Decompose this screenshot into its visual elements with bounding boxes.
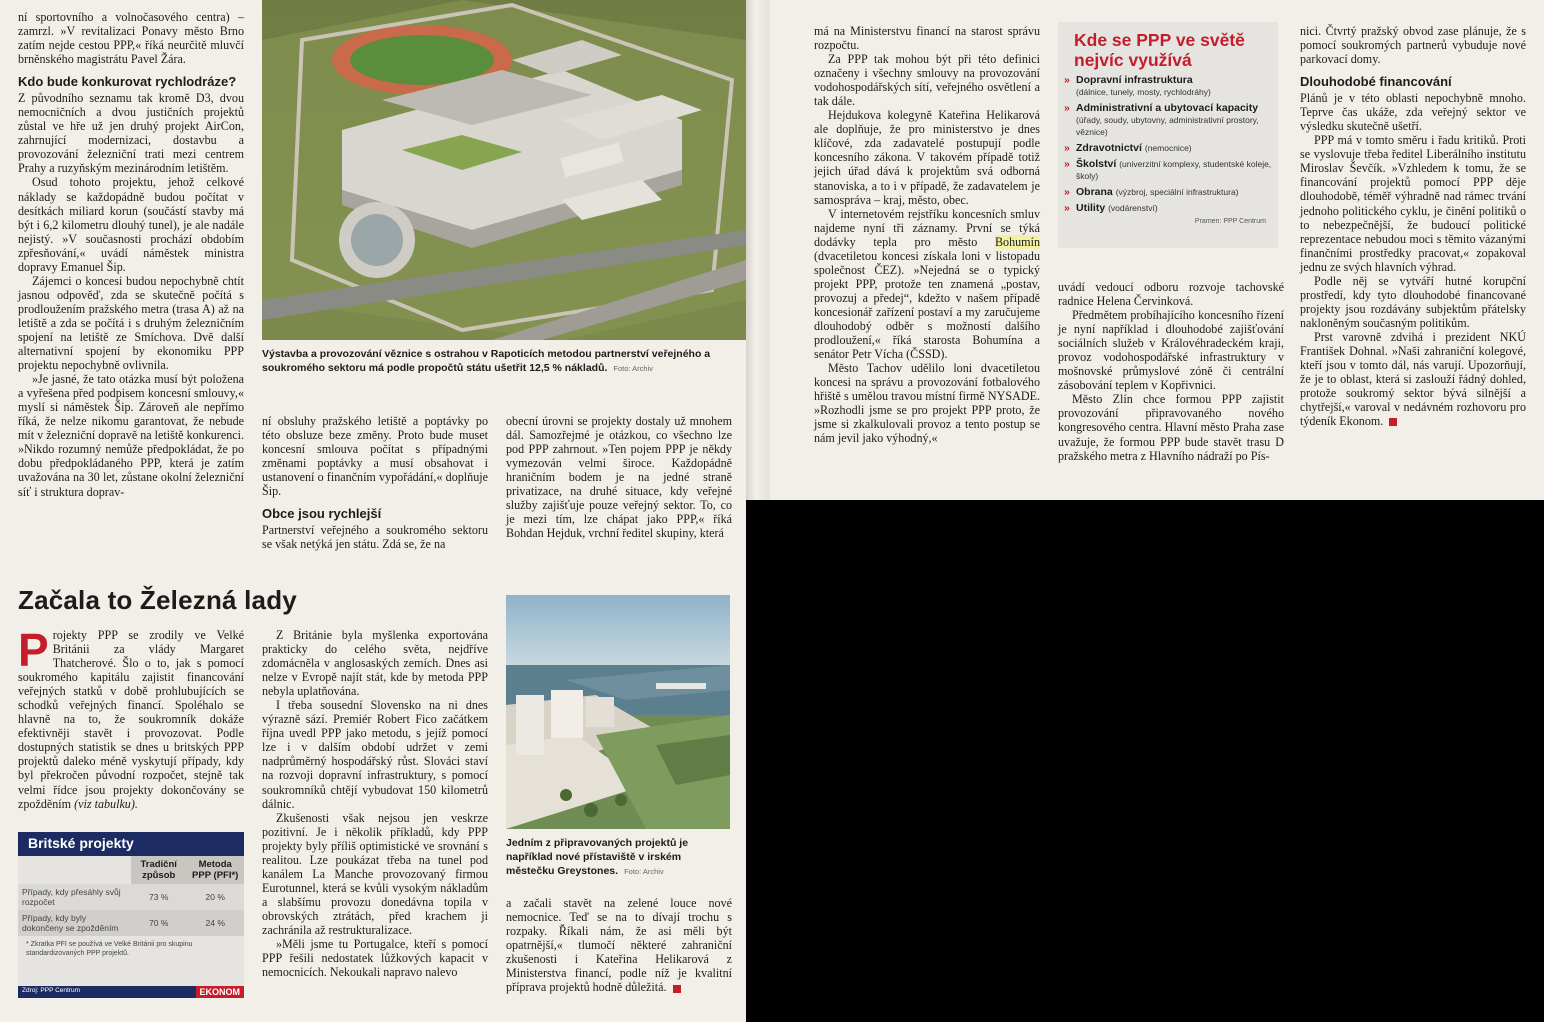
value-ppp: 24 % (186, 910, 244, 936)
paragraph: Zkušenosti však nejsou jen veskrze pozitivní. Je i několik příkladů, kdy PPP projekty byly příliš optimistické ve srovnání s realitou. Lze poukázat třeba na tunel pod kanálem La Manche provozovaný firmou Eurotunnel, která se kvůli vysokým nákladům a slabšímu provozu donedávna topila v obrovských ztrátách, před krachem ji zachránila až restrukturalizace. (262, 810, 488, 937)
section-heading: Dlouhodobé financování (1300, 74, 1452, 90)
paragraph: Z Británie byla myšlenka exportována prakticky do celého světa, nejdříve zdomácněla v anglosaských zemích. Dnes asi nelze v Evropě najít stát, kde by metoda PPP nebyla uplatňována. (262, 628, 488, 699)
left-page (0, 0, 746, 1022)
paragraph-text: V internetovém rejstříku koncesních smluv najdeme nyní tři záznamy. První se týká dodávky tepla pro město (814, 206, 1040, 249)
list-item (1058, 142, 1278, 154)
sidebar-column-3 (506, 896, 732, 994)
double-chevron-right-icon: » (1064, 202, 1070, 214)
paragraph: uvádí vedoucí odboru rozvoje tachovské radnice Helena Červinková. (1058, 280, 1284, 309)
paragraph: Zájemci o koncesi budou nepochybně chtít jasnou odpověď, zda se skutečně počítá s prodloužením pražského metra (trasa A) až na letiště a zda se počítá i s druhým železničním spojení na letiště ze Smíchova. Dvě další alternativní spojení by ekonomiku PPP projektu nepochybně ovlivnila. (18, 273, 244, 373)
table-row (18, 910, 244, 936)
paragraph: Osud tohoto projektu, jehož celkové náklady se každopádně budou počítat v desítkách miliard korun (součástí stavby má být i 6,2 kilometru dlouhý tunel), je ale nadále nejistý. »V současnosti prochází obdobím zpřesňování,« uvádí náměstek ministra dopravy Emanuel Šip. (18, 175, 244, 274)
british-projects-table-box (18, 832, 244, 998)
item-label: Zdravotnictví (1076, 142, 1142, 154)
caption-text: Jedním z připravovaných projektů je například nové přístaviště v irském městečku Greystones. (506, 837, 689, 877)
paragraph: »Měli jsme tu Portugalce, kteří s pomocí PPP řešili nedostatek lůžkových kapacit v nemocnicích. Nekoukali napravo nalevo (262, 937, 488, 980)
item-label: Školství (1076, 158, 1117, 170)
prison-aerial-photo (262, 0, 746, 340)
table-source: Zdroj: PPP Centrum (22, 987, 81, 994)
item-detail: (úřady, soudy, ubytovny, administrativní prostory, věznice) (1076, 115, 1259, 137)
paragraph: má na Ministerstvu financí na starost správu rozpočtu. (814, 24, 1040, 53)
photo-caption (262, 347, 732, 376)
paragraph-text: Prst varovně zdvihá i prezident NKÚ František Dohnal. »Naši zahraniční kolegové, kteří jsou v tomto dál, nás varují. Upozorňují, že je to oblast, která si zaslouží řádný dohled, protože soukromý sektor bývá silnější a chytřejší,« varoval v nedávném rozhovoru pro týdeník Ekonom. (1300, 329, 1526, 429)
red-square-icon (1389, 418, 1397, 426)
table-reference: (viz tabulku). (74, 796, 138, 811)
paragraph (18, 624, 244, 811)
highlighted-word: Bohumín (994, 234, 1040, 249)
row-label: Případy, kdy přesáhly svůj rozpočet (18, 884, 131, 910)
item-label: Administrativní a ubytovací kapacity (1076, 102, 1259, 114)
ekonom-logo: EKONOM (196, 986, 245, 998)
right-page (770, 0, 1544, 500)
paragraph-text: a začali stavět na zelené louce nové nemocnice. Teď se na to dívají trochu s rozpaky. Říkali nám, že asi měli být opatrnější,« tlumočí některé zahraniční zkušenosti i Kateřina Helikarová z Ministerstva financí, podle níž je kvalitní příprava projektů hodně důležitá. (506, 896, 732, 995)
paragraph: obecní úrovni se projekty dostaly už mnohem dál. Samozřejmé je otázkou, co všechno lze pod PPP zahrnout. »Ten pojem PPP je někdy vymezován velmi široce. Každopádně hraničním bodem je na jedné straně privatizace, na druhé situace, kdy veřejné služby zajišťuje pouze veřejný sektor. To, co je mezi tím, lze chápat jako PPP,« říká Bohdan Hejduk, vrchní ředitel skupiny, která (506, 414, 732, 541)
paragraph (506, 896, 732, 994)
paragraph: nici. Čtvrtý pražský obvod zase plánuje, že s pomocí soukromých partnerů vybuduje nové parkovací domy. (1300, 24, 1526, 67)
column-header-ppp: Metoda PPP (PFI*) (186, 856, 244, 884)
paragraph: Plánů je v této oblasti nepochybně mnoho. Teprve čas ukáže, zda veřejný sektor ve výsledku skutečně ušetří. (1300, 91, 1526, 134)
double-chevron-right-icon: » (1064, 158, 1070, 170)
table-box-title: Britské projekty (18, 832, 244, 856)
section-heading: Kdo bude konkurovat rychlodráze? (18, 74, 237, 90)
double-chevron-right-icon: » (1064, 74, 1070, 86)
list-item (1058, 158, 1278, 182)
left-column-3 (506, 414, 732, 540)
box-source: Pramen: PPP Centrum (1194, 218, 1266, 225)
list-item (1058, 186, 1278, 198)
list-item (1058, 202, 1278, 214)
list-item (1058, 102, 1278, 138)
left-column-2 (262, 414, 488, 551)
paragraph: Podle něj se vytváří hutné korupční prostředí, kdy tyto dlouhodobé financované projekty jsou rozdávány subjektům přátelsky nakloněným současným politikům. (1300, 273, 1526, 330)
sidebar-column-2 (262, 628, 488, 979)
paragraph: Partnerství veřejného a soukromého sektoru se však netýká jen státu. Zdá se, že na (262, 523, 488, 552)
item-detail: (univerzitní komplexy, studentské koleje, školy) (1076, 159, 1272, 181)
item-detail: (vodárenství) (1108, 203, 1158, 213)
paragraph: Město Tachov udělilo loni dvacetiletou koncesi na správu a provozování fotbalového hřiště s umělou travou místní firmě NYSADE. »Rozhodli jsme se pro projekt PPP proto, že jsme si zkalkulovali provoz a tento postup se nám jevil jako výhodný,« (814, 361, 1040, 446)
paragraph: Předmětem probíhajícího koncesního řízení je nyní například i dlouhodobé zajišťování sociálních služeb v Královéhradeckém kraji, provoz vodohospodářské infrastruktury v mošnovské průmyslové zóně či centrální zásobování teplem v Kopřivnici. (1058, 308, 1284, 393)
item-label: Obrana (1076, 186, 1113, 198)
paragraph: Hejdukova kolegyně Kateřina Helikarová ale doplňuje, že pro ministerstvo je dnes klíčové, zda zadavatelé postupují podle koncesního zákona. V takovém případě totiž jejich úřad dává k projektům svá odborná stanoviska, a to i v případě, že zadavatelem je samospráva – kraj, město, obec. (814, 108, 1040, 207)
paragraph: Město Zlín chce formou PPP zajistit provozování připravovaného nového kongresového centra. Hlavní město Praha zase uvažuje, že formou PPP bude stavět trasu D pražského metra z Hlavního nádraží po Pís- (1058, 392, 1284, 463)
value-traditional: 73 % (131, 884, 186, 910)
right-column-3 (1300, 24, 1526, 428)
paragraph: ní obsluhy pražského letiště a poptávky po této obsluze beze změny. Proto bude muset koncesní smlouva počítat s případnými změnami poptávky a musí obsahovat i ustanovení o finančním vypořádání,« doplňuje Šip. (262, 414, 488, 499)
value-ppp: 20 % (186, 884, 244, 910)
greystones-harbour-photo (506, 595, 730, 829)
item-label: Utility (1076, 202, 1106, 214)
paragraph: I třeba sousední Slovensko na ni dnes výrazně sází. Premiér Robert Fico začátkem října uvedl PPP jako metodu, s jejíž pomocí lze i v dalším období udržet v zemi nadprůměrný hospodářský růst. Slováci staví na rozvoji dopravní infrastruktury, s pomocí soukromníků chtějí vybudovat 150 kilometrů dálnic. (262, 698, 488, 811)
item-detail: (dálnice, tunely, mosty, rychlodráhy) (1076, 87, 1211, 97)
item-detail: (nemocnice) (1144, 143, 1192, 153)
paragraph: PPP má v tomto směru i řadu kritiků. Proti se vyslovuje třeba ředitel Liberálního institutu Miroslav Ševčík. »Vzhledem k tomu, že se financování projektů pomocí PPP děje dlouhodobě, téměř výhradně nad rámec trvání jednoho politického cyklu, je činění politiků o to nebezpečnější, že budoucí politické reprezentace nebudou moci s těmito vázanými finančními prostředky pracovat,« zopakoval jednu ze svých hlavních výhrad. (1300, 133, 1526, 274)
paragraph: ní sportovního a volnočasového centra) – zamrzl. »V revitalizaci Ponavy město Brno zatím nejde cestou PPP,« říká neurčitě mluvčí brněnského magistrátu Pavel Žára. (18, 10, 244, 67)
red-square-icon (673, 985, 681, 993)
left-column-1 (18, 10, 244, 499)
paragraph (1300, 330, 1526, 428)
photo-caption (506, 836, 732, 879)
table-row (18, 884, 244, 910)
paragraph: »Je jasné, že tato otázka musí být položena a vyřešena před podpisem koncesní smlouvy,« myslí si náměstek Šip. Zároveň ale nepřímo říká, že nelze nikomu garantovat, že nebude mít v železniční dopravě na letiště konkurenci. »Nikdo rozumný nemůže předpokládat, že po dobu předpokládaného PPP, která je zatím uvažována na 30 let, zůstane okolní železniční síť i struktura doprav- (18, 372, 245, 499)
sidebar-title: Začala to Železná lady (18, 585, 297, 615)
column-header-traditional: Tradiční způsob (131, 856, 186, 884)
paragraph-text: (dvacetiletou koncesi získala loni v listopadu společnost ČEZ). »Nejedná se o typický projekt PPP, protože ten znamená „postav, provozuj a předej“, kdežto v našem případě koncesionář zařízení postaví a my zaručujeme dlouhodobý odběr s možností dalšího prodloužení,« říká starosta Bohumína a senátor Petr Vícha (ČSSD). (814, 248, 1040, 362)
double-chevron-right-icon: » (1064, 186, 1070, 198)
item-detail: (výzbroj, speciální infrastruktura) (1115, 187, 1239, 197)
british-projects-table (18, 856, 244, 936)
paragraph (814, 207, 1040, 362)
list-item (1058, 74, 1278, 98)
section-heading: Obce jsou rychlejší (262, 506, 382, 522)
paragraph: Z původního seznamu tak kromě D3, dvou nemocničních a dvou justičních projektů zůstal ve hře už jen druhý projekt AirCon, zahrnující modernizaci, dostavbu a provozování železniční trati mezi centrem Prahy a ruzyňským mezinárodním letištěm. (18, 91, 244, 176)
table-footer (18, 986, 244, 998)
box-title: Kde se PPP ve světě nejvíc využívá (1074, 30, 1245, 70)
paragraph: Za PPP tak mohou být při této definici označeny i všechny smlouvy na provozování vodohospodářských sítí, veřejného osvětlení a tak dále. (814, 52, 1040, 109)
right-column-2 (1058, 280, 1284, 463)
item-label: Dopravní infrastruktura (1076, 74, 1193, 86)
right-column-1 (814, 24, 1040, 445)
double-chevron-right-icon: » (1064, 102, 1070, 114)
caption-text: Výstavba a provozování věznice s ostrahou v Rapoticích metodou partnerství veřejného a soukromého sektoru má podle propočtů státu ušetřit 12,5 % nákladů. (262, 348, 711, 374)
photo-credit: Foto: Archiv (624, 867, 664, 876)
sidebar-column-1 (18, 624, 244, 811)
table-footnote: * Zkratka PFI se používá ve Velké Británii pro skupinu standardizovaných PPP projektů. (26, 941, 193, 957)
ppp-usage-box (1058, 22, 1278, 248)
double-chevron-right-icon: » (1064, 142, 1070, 154)
dropcap: P (18, 624, 49, 676)
photo-credit: Foto: Archiv (613, 364, 654, 373)
value-traditional: 70 % (131, 910, 186, 936)
paragraph-text: rojekty PPP se zrodily ve Velké Británii za vlády Margaret Thatcherové. Šlo o to, jak s pomocí soukromého kapitálu zajistit financování veřejných statků v době prohlubujících se schodků veřejných financí. Spoléhalo se hlavně na to, že soukromník dokáže efektivněji stavět i provozovat. Podle dostupných statistik se dnes u britských PPP projektů daleko méně vyskytují případy, kdy byl překročen původní rozpočet, stejně tak velmi řídce jsou projekty dokončovány se zpožděním (18, 628, 244, 811)
row-label: Případy, kdy byly dokončeny se zpožděním (18, 910, 131, 936)
page-gutter (746, 0, 770, 500)
